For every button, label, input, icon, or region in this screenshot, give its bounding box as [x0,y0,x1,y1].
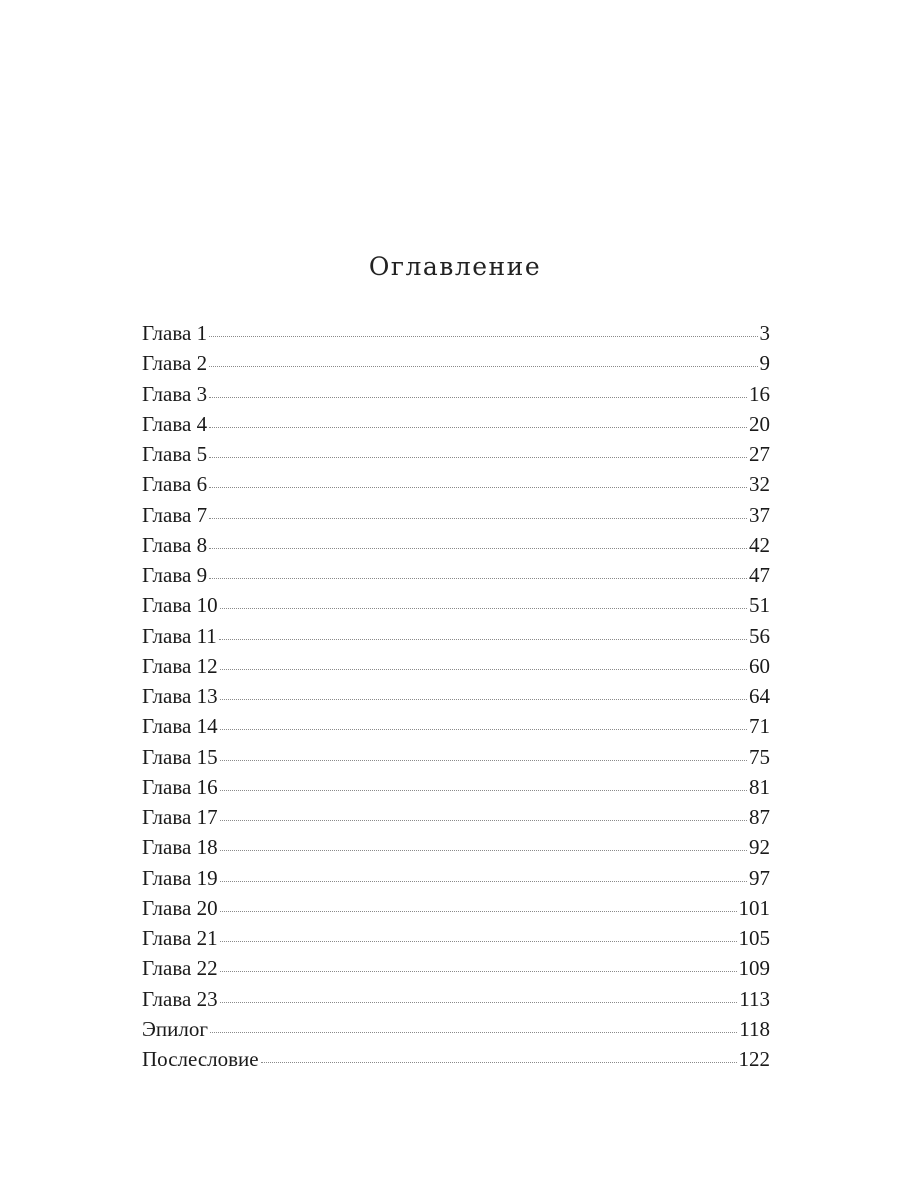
toc-entry-label: Глава 20 [142,895,218,920]
toc-entry[interactable] [142,500,770,530]
toc-entry[interactable] [142,318,770,348]
toc-entry-label: Глава 2 [142,351,208,376]
toc-dot-leader [209,397,747,398]
toc-entry-page: 32 [749,472,770,497]
toc-entry[interactable] [142,1044,770,1074]
toc-dot-leader [209,427,747,428]
toc-entry-page: 97 [749,865,770,890]
toc-dot-leader [220,608,747,609]
toc-entry-page: 16 [749,381,770,406]
toc-dot-leader [209,487,747,488]
toc-dot-leader [219,639,747,640]
toc-entry[interactable] [142,832,770,862]
toc-dot-leader [220,881,747,882]
toc-entry[interactable] [142,560,770,590]
toc-entry-label: Глава 18 [142,835,218,860]
toc-dot-leader [210,1032,737,1033]
toc-dot-leader [220,760,747,761]
toc-entry-label: Послесловие [142,1047,259,1071]
toc-entry-page: 81 [749,774,770,799]
toc-entry-label: Глава 13 [142,684,218,708]
toc-dot-leader [220,911,737,912]
toc-entry-label: Глава 14 [142,714,218,739]
toc-entry-label: Глава 11 [142,623,217,648]
toc-entry[interactable] [142,802,770,832]
toc-entry-label: Глава 17 [142,805,218,829]
toc-entry[interactable] [142,530,770,560]
toc-entry-label: Глава 16 [142,774,218,799]
toc-entry-label: Глава 5 [142,442,208,466]
toc-entry-page: 113 [739,986,770,1011]
toc-dot-leader [209,518,747,519]
toc-entry[interactable] [142,1014,770,1044]
toc-entry-label: Эпилог [142,1016,208,1041]
toc-entry-page: 51 [749,593,770,618]
toc-entry[interactable] [142,681,770,711]
toc-entry-label: Глава 15 [142,744,218,769]
toc-entry-label: Глава 22 [142,956,218,981]
toc-dot-leader [209,366,757,367]
toc-entry-page: 101 [738,895,770,920]
toc-entry-label: Глава 10 [142,593,218,618]
toc-list [142,318,770,1074]
toc-entry-page: 109 [738,956,770,981]
toc-entry[interactable] [142,469,770,499]
toc-entry-label: Глава 1 [142,321,208,345]
toc-dot-leader [220,971,737,972]
toc-entry-label: Глава 8 [142,532,208,557]
toc-entry-label: Глава 7 [142,502,208,527]
toc-entry[interactable] [142,651,770,681]
toc-entry-page: 75 [749,744,770,769]
toc-entry-page: 60 [749,653,770,678]
toc-entry[interactable] [142,953,770,983]
toc-entry[interactable] [142,379,770,409]
toc-dot-leader [220,790,747,791]
toc-entry-page: 105 [738,926,770,950]
toc-entry-page: 20 [749,411,770,436]
toc-entry-page: 87 [749,805,770,829]
toc-entry-page: 27 [749,442,770,466]
toc-entry[interactable] [142,772,770,802]
toc-entry[interactable] [142,742,770,772]
toc-dot-leader [220,699,747,700]
toc-entry[interactable] [142,893,770,923]
toc-title: Оглавление [368,252,542,281]
toc-entry-page: 71 [749,714,770,739]
toc-dot-leader [220,669,747,670]
toc-dot-leader [220,729,747,730]
toc-entry[interactable] [142,439,770,469]
toc-entry-page: 64 [749,684,770,708]
toc-entry-label: Глава 23 [142,986,218,1011]
toc-entry-label: Глава 6 [142,472,208,497]
toc-entry-label: Глава 19 [142,865,218,890]
toc-entry-label: Глава 9 [142,563,208,587]
toc-entry-label: Глава 3 [142,381,208,406]
toc-dot-leader [209,548,747,549]
toc-entry-page: 122 [738,1047,770,1071]
toc-entry[interactable] [142,863,770,893]
toc-entry-label: Глава 12 [142,653,218,678]
toc-entry-page: 56 [749,623,770,648]
toc-entry-page: 118 [739,1016,770,1041]
toc-entry[interactable] [142,348,770,378]
toc-entry[interactable] [142,984,770,1014]
toc-dot-leader [220,941,737,942]
toc-entry-page: 37 [749,502,770,527]
toc-entry[interactable] [142,590,770,620]
toc-entry-page: 47 [749,563,770,587]
toc-entry[interactable] [142,711,770,741]
toc-entry[interactable] [142,409,770,439]
toc-entry-page: 9 [759,351,770,376]
toc-dot-leader [220,850,747,851]
toc-dot-leader [209,336,757,337]
toc-dot-leader [261,1062,737,1063]
toc-entry[interactable] [142,621,770,651]
toc-dot-leader [220,1002,738,1003]
toc-dot-leader [209,578,747,579]
toc-entry-page: 42 [749,532,770,557]
toc-entry-label: Глава 4 [142,411,208,436]
toc-dot-leader [220,820,747,821]
toc-entry-page: 92 [749,835,770,860]
toc-entry[interactable] [142,923,770,953]
toc-entry-label: Глава 21 [142,926,218,950]
toc-dot-leader [209,457,747,458]
toc-entry-page: 3 [759,321,770,345]
